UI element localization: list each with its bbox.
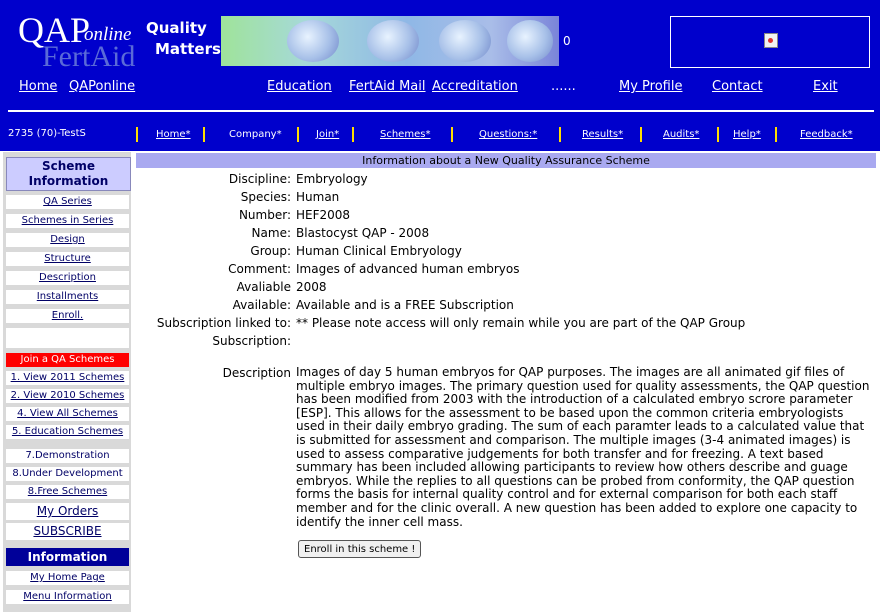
menu-information-link[interactable]: Menu Information bbox=[23, 591, 112, 602]
top-nav-fertaid-mail[interactable]: FertAid Mail bbox=[349, 79, 426, 94]
top-nav-contact[interactable]: Contact bbox=[712, 79, 763, 94]
sub-navigation bbox=[0, 127, 880, 143]
my-home-page-link[interactable]: My Home Page bbox=[30, 572, 105, 583]
sidebar-link-free-schemes[interactable]: 8.Free Schemes bbox=[27, 486, 108, 497]
sub-nav-feedback[interactable]: Feedback* bbox=[800, 129, 853, 140]
embryo-image-2 bbox=[367, 20, 419, 62]
field-label: Available: bbox=[232, 298, 291, 312]
enroll-button[interactable]: Enroll in this scheme ! bbox=[298, 540, 421, 558]
nav-separator bbox=[640, 127, 642, 142]
sidebar-item-installments[interactable] bbox=[6, 290, 129, 304]
embryo-image-1 bbox=[287, 20, 339, 62]
description-text: Images of day 5 human embryos for QAP purposes. The images are all animated gif files of multiple embryo images. The primary question used for quality assessments, the QAP question has been modified from 2003 with the introduction of a calculated embryo scrore parameter [ESP]. This allows for the assessment to be based upon the common criteria embryologists used in their daily embryo grading. The sum of each paramter leads to a calculated value that is submitted for assessment and comparison. The multiple images (3-4 animated images) is used to assess comparative judgements for both transfer and for freezing. A text based summary has been included allowing participants to review how others describe and guage embryos. While the replies to all questions can be probed from conformity, the QAP question forms the basis for internal quality control and for external comparison for both each staff member and for the clinic overall. A new question has been added to explore one capacity to identify the inner cell mass. bbox=[296, 365, 870, 529]
sidebar-link-design[interactable]: Design bbox=[50, 234, 85, 245]
nav-separator bbox=[203, 127, 205, 142]
top-nav-my-profile[interactable]: My Profile bbox=[619, 79, 683, 94]
main-heading: Information about a New Quality Assurance Scheme bbox=[136, 153, 876, 168]
sidebar-link-education[interactable]: 5. Education Schemes bbox=[11, 426, 124, 437]
join-schemes-label: Join a QA Schemes bbox=[20, 354, 115, 365]
field-label: Avaliable bbox=[236, 280, 291, 294]
top-nav-more[interactable]: ...... bbox=[551, 79, 576, 94]
embryo-image-4 bbox=[507, 20, 553, 62]
top-nav-qaponline[interactable]: QAPonline bbox=[69, 79, 136, 94]
sidebar-item-structure[interactable] bbox=[6, 252, 129, 266]
tagline-line-2: Matters bbox=[155, 40, 221, 58]
sub-nav-schemes[interactable]: Schemes* bbox=[380, 129, 431, 140]
field-value: 2008 bbox=[296, 280, 327, 294]
field-label: Discipline: bbox=[228, 172, 291, 186]
information-title bbox=[6, 548, 129, 566]
field-label: Comment: bbox=[228, 262, 291, 276]
sidebar-link-enroll[interactable]: Enroll. bbox=[51, 310, 84, 321]
my-orders-link[interactable]: My Orders bbox=[36, 504, 99, 518]
top-nav-home[interactable]: Home bbox=[19, 79, 58, 94]
embryo-image-3 bbox=[439, 20, 491, 62]
sidebar-link-qa-series[interactable]: QA Series bbox=[43, 196, 92, 207]
sidebar-link-view-2011[interactable]: 1. View 2011 Schemes bbox=[10, 372, 125, 383]
sidebar-item-view-2011[interactable] bbox=[6, 371, 129, 385]
sidebar-item-my-orders[interactable] bbox=[6, 503, 129, 520]
field-value: Images of advanced human embryos bbox=[296, 262, 520, 276]
join-schemes-header[interactable] bbox=[6, 353, 129, 367]
field-label: Name: bbox=[251, 226, 291, 240]
sidebar-item-demonstration[interactable] bbox=[6, 449, 129, 463]
field-description bbox=[136, 364, 876, 536]
sidebar-item-schemes-in-series[interactable] bbox=[6, 214, 129, 228]
field-label: Subscription: bbox=[212, 334, 291, 348]
sub-nav-audits[interactable]: Audits* bbox=[663, 129, 700, 140]
banner-counter: 0 bbox=[563, 34, 571, 48]
description-label: Description bbox=[222, 366, 291, 380]
sidebar-item-menu-information[interactable] bbox=[6, 590, 129, 604]
logo-qap-text: QAP bbox=[18, 10, 91, 50]
field-value: ** Please note access will only remain while you are part of the QAP Group bbox=[296, 316, 746, 330]
sidebar-item-subscribe[interactable] bbox=[6, 523, 129, 540]
sidebar-link-structure[interactable]: Structure bbox=[44, 253, 91, 264]
sidebar-item-design[interactable] bbox=[6, 233, 129, 247]
sub-nav-join[interactable]: Join* bbox=[316, 129, 340, 140]
sidebar-item-my-home-page[interactable] bbox=[6, 571, 129, 585]
sidebar-item-enroll[interactable] bbox=[6, 309, 129, 323]
sub-nav-questions[interactable]: Questions:* bbox=[479, 129, 538, 140]
field-label: Number: bbox=[238, 208, 291, 222]
sidebar-link-view-2010[interactable]: 2. View 2010 Schemes bbox=[10, 390, 125, 401]
sidebar-item-qa-series[interactable] bbox=[6, 195, 129, 209]
information-title-label: Information bbox=[27, 550, 108, 564]
top-nav-accreditation[interactable]: Accreditation bbox=[432, 79, 518, 94]
sidebar-link-schemes-in-series[interactable]: Schemes in Series bbox=[21, 215, 114, 226]
field-label: Group: bbox=[250, 244, 291, 258]
nav-separator bbox=[136, 127, 138, 142]
field-label: Subscription linked to: bbox=[156, 316, 291, 330]
sidebar-link-description[interactable]: Description bbox=[39, 272, 96, 283]
field-label: Species: bbox=[240, 190, 291, 204]
field-value: Available and is a FREE Subscription bbox=[296, 298, 514, 312]
nav-separator bbox=[352, 127, 354, 142]
logo-fertaid-text: FertAid bbox=[42, 40, 136, 73]
subscribe-link[interactable]: SUBSCRIBE bbox=[33, 524, 102, 538]
field-value: Human bbox=[296, 190, 340, 204]
scheme-title-line-2: Information bbox=[28, 174, 109, 188]
sub-nav-company[interactable]: Company* bbox=[229, 129, 282, 140]
sidebar-item-description[interactable] bbox=[6, 271, 129, 285]
field-value: Human Clinical Embryology bbox=[296, 244, 462, 258]
sub-nav-home[interactable]: Home* bbox=[156, 129, 191, 140]
sidebar-item-view-2010[interactable] bbox=[6, 389, 129, 403]
ad-box[interactable] bbox=[670, 16, 870, 68]
field-value: Blastocyst QAP - 2008 bbox=[296, 226, 430, 240]
sidebar-link-under-development[interactable]: 8.Under Development bbox=[12, 468, 123, 479]
logo-online-text: online bbox=[84, 24, 132, 45]
nav-separator bbox=[451, 127, 453, 142]
sidebar-link-installments[interactable]: Installments bbox=[36, 291, 99, 302]
broken-image-icon bbox=[764, 33, 778, 48]
top-navigation bbox=[0, 79, 880, 97]
top-nav-exit[interactable]: Exit bbox=[813, 79, 838, 94]
sidebar-item-view-all[interactable] bbox=[6, 407, 129, 421]
tagline-line-1: Quality bbox=[146, 19, 207, 37]
nav-separator bbox=[559, 127, 561, 142]
field-value: Embryology bbox=[296, 172, 368, 186]
tagline bbox=[146, 18, 221, 60]
qap-fertaid-logo[interactable] bbox=[18, 10, 138, 73]
nav-separator bbox=[717, 127, 719, 142]
user-id-label: 2735 (70)-TestS bbox=[8, 128, 86, 139]
site-header bbox=[0, 0, 880, 151]
nav-separator bbox=[297, 127, 299, 142]
top-nav-education[interactable]: Education bbox=[267, 79, 332, 94]
sidebar-item-free-schemes[interactable] bbox=[6, 485, 129, 499]
sub-nav-results[interactable]: Results* bbox=[582, 129, 624, 140]
header-divider bbox=[8, 110, 874, 112]
sidebar-item-education[interactable] bbox=[6, 425, 129, 439]
sidebar bbox=[3, 152, 131, 612]
field-value: HEF2008 bbox=[296, 208, 351, 222]
sidebar-link-demonstration[interactable]: 7.Demonstration bbox=[25, 450, 110, 461]
scheme-information-title bbox=[6, 157, 131, 191]
sub-nav-help[interactable]: Help* bbox=[733, 129, 761, 140]
sidebar-link-view-all[interactable]: 4. View All Schemes bbox=[17, 408, 118, 419]
scheme-title-line-1: Scheme bbox=[41, 159, 96, 173]
sidebar-item-under-development[interactable] bbox=[6, 467, 129, 481]
nav-separator bbox=[775, 127, 777, 142]
embryo-banner-image bbox=[221, 16, 559, 66]
sidebar-spacer bbox=[6, 328, 129, 348]
